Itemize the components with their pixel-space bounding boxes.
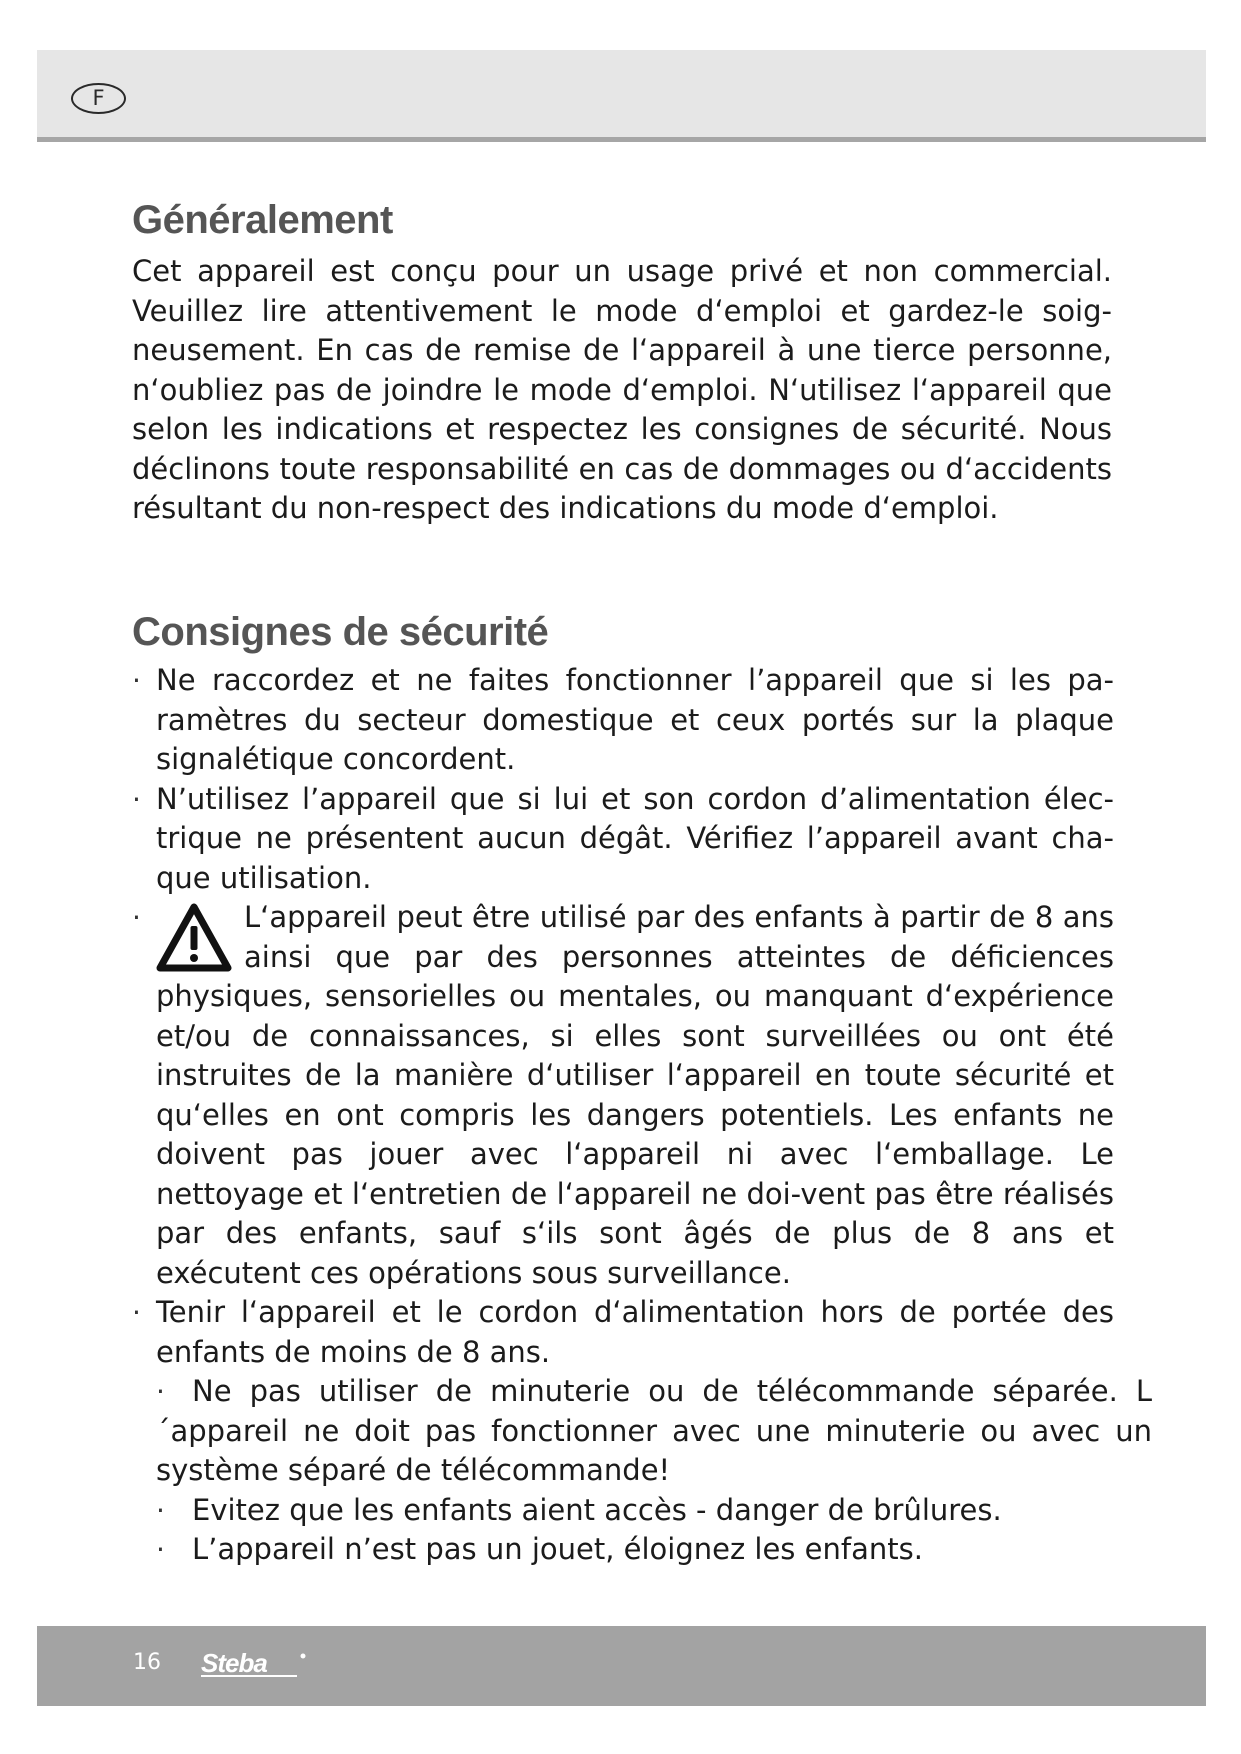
list-item — [132, 661, 1152, 780]
list-item-text: Tenir l‘appareil et le cordon d‘alimentation hors de portée des enfants de moins de 8 ans. — [156, 1295, 1114, 1369]
safety-list — [132, 661, 1152, 1570]
list-item-warning — [132, 898, 1152, 1293]
page-header — [37, 50, 1206, 142]
language-badge: F — [71, 83, 126, 114]
section-title-safety: Consignes de sécurité — [132, 610, 549, 654]
list-item-text: L‘appareil peut être utilisé par des enfants à partir de 8 ans ainsi que par des personnes atteintes de déficiences physiques, sensorielles ou mentales, ou manquant d‘expérience et/ou de connaissances, si elles sont surveillées ou ont été instruites de la manière d‘utiliser l‘appareil en toute sécurité et qu‘elles en ont compris les dangers potentiels. Les enfants ne doivent pas jouer avec l‘appareil ni avec l‘emballage. Le nettoyage et l‘entretien de l‘appareil ne doi-vent pas être réalisés par des enfants, sauf s‘ils sont âgés de plus de 8 ans et exécutent ces opérations sous surveillance. — [156, 900, 1114, 1290]
svg-text:Steba: Steba — [201, 1648, 267, 1678]
list-item — [132, 1491, 1152, 1531]
list-item-text: Ne raccordez et ne faites fonctionner l’appareil que si les pa-ramètres du secteur domestique et ceux portés sur la plaque signalétique concordent. — [156, 663, 1114, 776]
bullet: · — [132, 664, 141, 697]
list-item-text: L’appareil n’est pas un jouet, éloignez les enfants. — [192, 1532, 923, 1566]
bullet: · — [156, 1493, 165, 1527]
list-item-text: N’utilisez l’appareil que si lui et son cordon d’alimentation élec-trique ne présentent aucun dégât. Vérifiez l’appareil avant cha-que utilisation. — [156, 781, 1114, 895]
bullet: · — [132, 901, 141, 934]
list-item — [132, 1372, 1152, 1491]
list-item — [132, 1293, 1152, 1372]
bullet: · — [132, 1296, 141, 1329]
section-title-general: Généralement — [132, 198, 393, 242]
list-item-text-wrapper — [132, 898, 1114, 1293]
list-item — [132, 780, 1152, 899]
general-paragraph: Cet appareil est conçu pour un usage privé et non commercial. Veuillez lire attentivement le mode d‘emploi et gardez-le soig-neusement. En cas de remise de l‘appareil à une tierce personne, n‘oubliez pas de joindre le mode d‘emploi. N‘utilisez l‘appareil que selon les indications et respectez les consignes de sécurité. Nous déclinons toute responsabilité en cas de dommages ou d‘accidents résultant du non-respect des indications du mode d‘emploi. — [132, 254, 1112, 525]
bullet: · — [156, 1533, 165, 1566]
warning-triangle-icon — [156, 902, 232, 974]
page-number: 16 — [133, 1650, 161, 1675]
bullet: · — [132, 782, 141, 816]
page-footer — [37, 1626, 1206, 1706]
steba-logo — [197, 1646, 317, 1686]
bullet: · — [156, 1375, 165, 1408]
list-item-text: Ne pas utiliser de minuterie ou de télécommande séparée. L´appareil ne doit pas fonctionner avec une minuterie ou avec un système séparé de télécommande! — [156, 1374, 1152, 1487]
list-item-text: Evitez que les enfants aient accès - danger de brûlures. — [192, 1492, 1002, 1527]
list-item — [132, 1530, 1152, 1570]
